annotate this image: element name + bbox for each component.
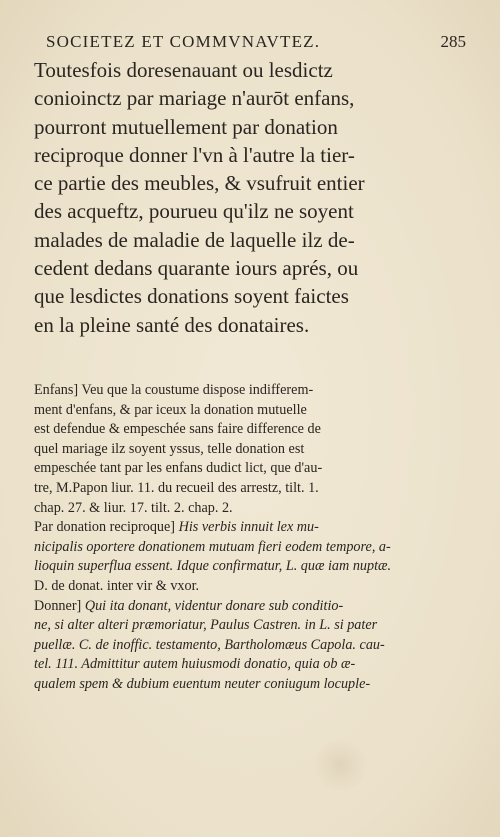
commentary-line: empeschée tant par les enfans dudict lict, que d'au- <box>34 460 323 477</box>
commentary-line: D. de donat. inter vir & vxor. <box>34 577 200 594</box>
commentary-line: Enfans] Veu que la coustume dispose indifferem- <box>34 382 314 398</box>
article-line: conioinctz par mariage n'aurōt enfans, <box>34 86 355 111</box>
ink-bleed-stain <box>310 740 370 790</box>
article-line: ce partie des meubles, & vsufruit entier <box>34 171 365 196</box>
commentary-line: Donner] Qui ita donant, videntur donare sub conditio- <box>34 597 344 614</box>
article-line: cedent dedans quarante iours aprés, ou <box>34 256 359 281</box>
running-title: SOCIETEZ ET COMMVNAVTEZ. <box>46 32 321 51</box>
article-line: Toutesfois doresenauant ou lesdictz <box>34 58 333 82</box>
commentary-line: tel. 111. Admittitur autem huiusmodi donatio, quia ob æ- <box>34 656 356 673</box>
article-line: en la pleine santé des donataires. <box>34 312 310 337</box>
article-line: reciproque donner l'vn à l'autre la tier- <box>34 142 355 167</box>
article-line: malades de maladie de laquelle ilz de- <box>34 227 355 252</box>
page-header <box>34 32 466 54</box>
article-text <box>34 56 430 339</box>
commentary-text <box>34 381 428 695</box>
article-line: que lesdictes donations soyent faictes <box>34 284 349 309</box>
commentary-line: chap. 27. & liur. 17. tilt. 2. chap. 2. <box>34 499 233 516</box>
article-line: pourront mutuellement par donation <box>34 114 338 139</box>
commentary-line: nicipalis oportere donationem mutuam fieri eodem tempore, a- <box>34 538 391 555</box>
page-number: 285 <box>440 32 466 51</box>
commentary-line: Par donation reciproque] His verbis innuit lex mu- <box>34 519 319 536</box>
commentary-line: tre, M.Papon liur. 11. du recueil des arrestz, tilt. 1. <box>34 479 319 496</box>
commentary-line: puellæ. C. de inoffic. testamento, Bartholomæus Capola. cau- <box>34 636 385 653</box>
commentary-line: ment d'enfans, & par iceux la donation mutuelle <box>34 401 307 418</box>
commentary-line: est defendue & empeschée sans faire difference de <box>34 421 321 438</box>
commentary-line: ne, si alter alteri præmoriatur, Paulus Castren. in L. si pater <box>34 617 378 634</box>
commentary-line: qualem spem & dubium euentum neuter coniugum locuple- <box>34 675 371 692</box>
commentary-line: lioquin superflua essent. Idque confirmatur, L. quæ iam nuptæ. <box>34 558 392 575</box>
article-line: des acqueftz, pourueu qu'ilz ne soyent <box>34 199 354 224</box>
commentary-line: quel mariage ilz soyent yssus, telle donation est <box>34 440 305 457</box>
